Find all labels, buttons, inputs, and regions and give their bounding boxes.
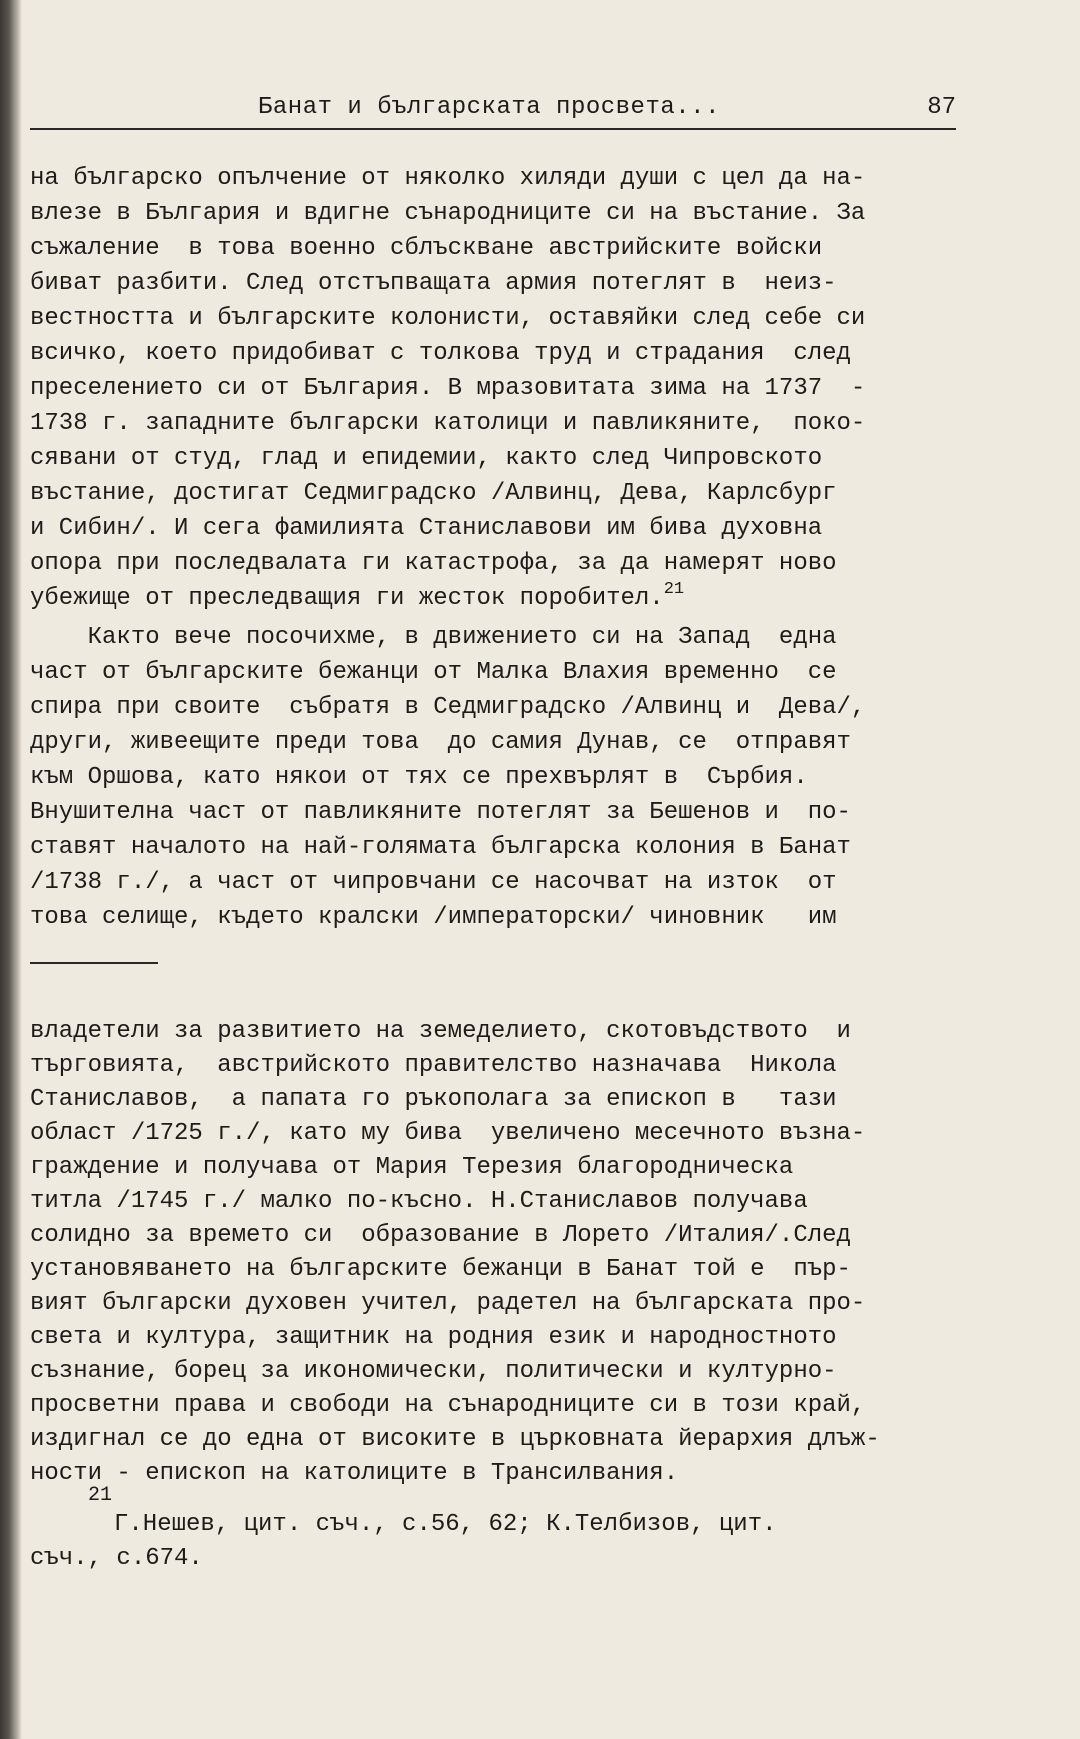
footnote-separator [30, 962, 158, 964]
footnote-reference: 21 [663, 580, 685, 599]
text-line: /1738 г./, а част от чипровчани се насочват на изток от [30, 869, 837, 896]
footnote-line: просветни права и свободи на сънародниците си в този край, [30, 1392, 866, 1419]
text-line: Както вече посочихме, в движението си на Запад една [30, 624, 837, 651]
footnote-line: търговията, австрийското правителство назначава Никола [30, 1052, 837, 1079]
text-line: други, живеещите преди това до самия Дунав, се отправят [30, 729, 851, 756]
text-line: към Оршова, като някои от тях се прехвърлят в Сърбия. [30, 764, 808, 791]
footnote-21-text: Г.Нешев, цит. съч., с.56, 62; К.Телбизов, цит. [114, 1511, 777, 1538]
text-line: част от българските бежанци от Малка Влахия временно се [30, 659, 837, 686]
text-line: въстание, достигат Седмиградско /Алвинц, Дева, Карлсбург [30, 480, 837, 507]
running-header [30, 88, 956, 130]
text-line: 1738 г. западните български католици и павликяните, поко- [30, 410, 866, 437]
text-line-with-footnote-ref [30, 580, 960, 616]
text-line: спира при своите събратя в Седмиградско /Алвинц и Дева/, [30, 694, 866, 721]
text-line: преселението си от България. В мразовитата зима на 1737 - [30, 375, 866, 402]
text-line: и Сибин/. И сега фамилията Станиславови им бива духовна [30, 515, 823, 542]
text-fragment: убежище от преследващия ги жесток поробител. [30, 585, 664, 612]
footnote-line: вият български духовен учител, радетел на българската про- [30, 1290, 866, 1317]
book-spine-shadow [0, 0, 22, 1739]
footnote-line: Станиславов, а папата го ръкополага за епископ в тази [30, 1086, 837, 1113]
text-line: всичко, което придобиват с толкова труд и страдания след [30, 340, 851, 367]
footnote-line: област /1725 г./, като му бива увеличено месечното възна- [30, 1120, 866, 1147]
text-line: опора при последвалата ги катастрофа, за да намерят ново [30, 550, 837, 577]
text-line: на българско опълчение от няколко хиляди души с цел да на- [30, 165, 866, 192]
footnote-line: титла /1745 г./ малко по-късно. Н.Станиславов получава [30, 1188, 808, 1215]
text-line: вестността и българските колонисти, оставяйки след себе си [30, 305, 866, 332]
footnote-line: ности - епископ на католиците в Трансилвания. [30, 1460, 679, 1487]
text-line: Внушителна част от павликяните потеглят за Бешенов и по- [30, 799, 851, 826]
text-line: влезе в България и вдигне сънародниците си на въстание. За [30, 200, 866, 227]
page-number: 87 [927, 94, 956, 121]
footnote-line: съзнание, борец за икономически, политически и културно- [30, 1358, 837, 1385]
text-line: съжаление в това военно сблъскване австрийските войски [30, 235, 823, 262]
footnote-line: граждение и получава от Мария Терезия благородническа [30, 1154, 794, 1181]
footnote-line: света и култура, защитник на родния език и народностното [30, 1324, 837, 1351]
footnote-number: 21 [88, 1484, 113, 1507]
text-line: биват разбити. След отстъпващата армия потеглят в неиз- [30, 270, 837, 297]
text-line: това селище, където кралски /императорски/ чиновник им [30, 904, 837, 931]
footnote-line: владетели за развитието на земеделието, скотовъдството и [30, 1018, 851, 1045]
footnote-line: установяването на българските бежанци в Банат той е пър- [30, 1256, 851, 1283]
footnote-line: издигнал се до една от високите в църковната йерархия длъж- [30, 1426, 880, 1453]
footnote-21-text-cont: съч., с.674. [30, 1545, 203, 1572]
header-title: Банат и българската просвета... [258, 94, 720, 121]
text-line: сявани от студ, глад и епидемии, както след Чипровското [30, 445, 823, 472]
text-line: ставят началото на най-голямата българска колония в Банат [30, 834, 851, 861]
footnote-line: солидно за времето си образование в Лорето /Италия/.След [30, 1222, 851, 1249]
